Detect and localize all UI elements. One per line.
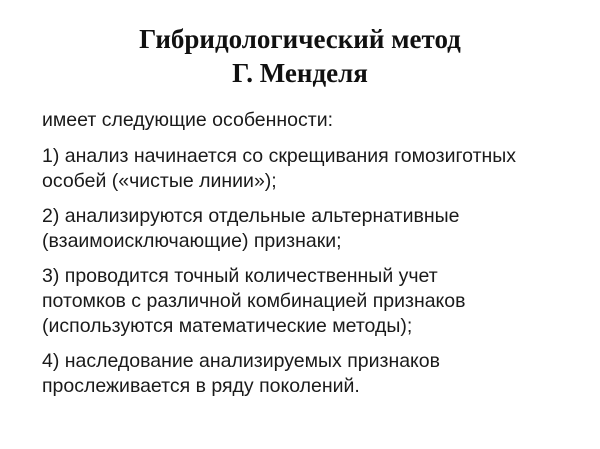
list-item-1-line-2: особей («чистые линии»); <box>42 170 277 192</box>
list-item-4-line-2: прослеживается в ряду поколений. <box>42 375 360 397</box>
title-line-2: Г. Менделя <box>232 58 368 88</box>
list-item-3 <box>42 264 582 339</box>
slide-title <box>0 22 600 90</box>
slide-body <box>42 108 582 409</box>
title-line-1: Гибридологический метод <box>139 24 461 54</box>
list-item-4 <box>42 349 582 399</box>
intro-text: имеет следующие особенности: <box>42 109 334 131</box>
list-item-3-line-3: (используются математические методы); <box>42 315 413 337</box>
list-item-3-line-2: потомков с различной комбинацией признаков <box>42 290 466 312</box>
list-item-1 <box>42 144 582 194</box>
list-item-2-line-1: 2) анализируются отдельные альтернативные <box>42 205 460 227</box>
list-item-4-line-1: 4) наследование анализируемых признаков <box>42 350 441 372</box>
list-item-3-line-1: 3) проводится точный количественный учет <box>42 265 438 287</box>
list-item-1-line-1: 1) анализ начинается со скрещивания гомозиготных <box>42 145 517 167</box>
list-item-2 <box>42 204 582 254</box>
list-item-2-line-2: (взаимоисключающие) признаки; <box>42 230 342 252</box>
